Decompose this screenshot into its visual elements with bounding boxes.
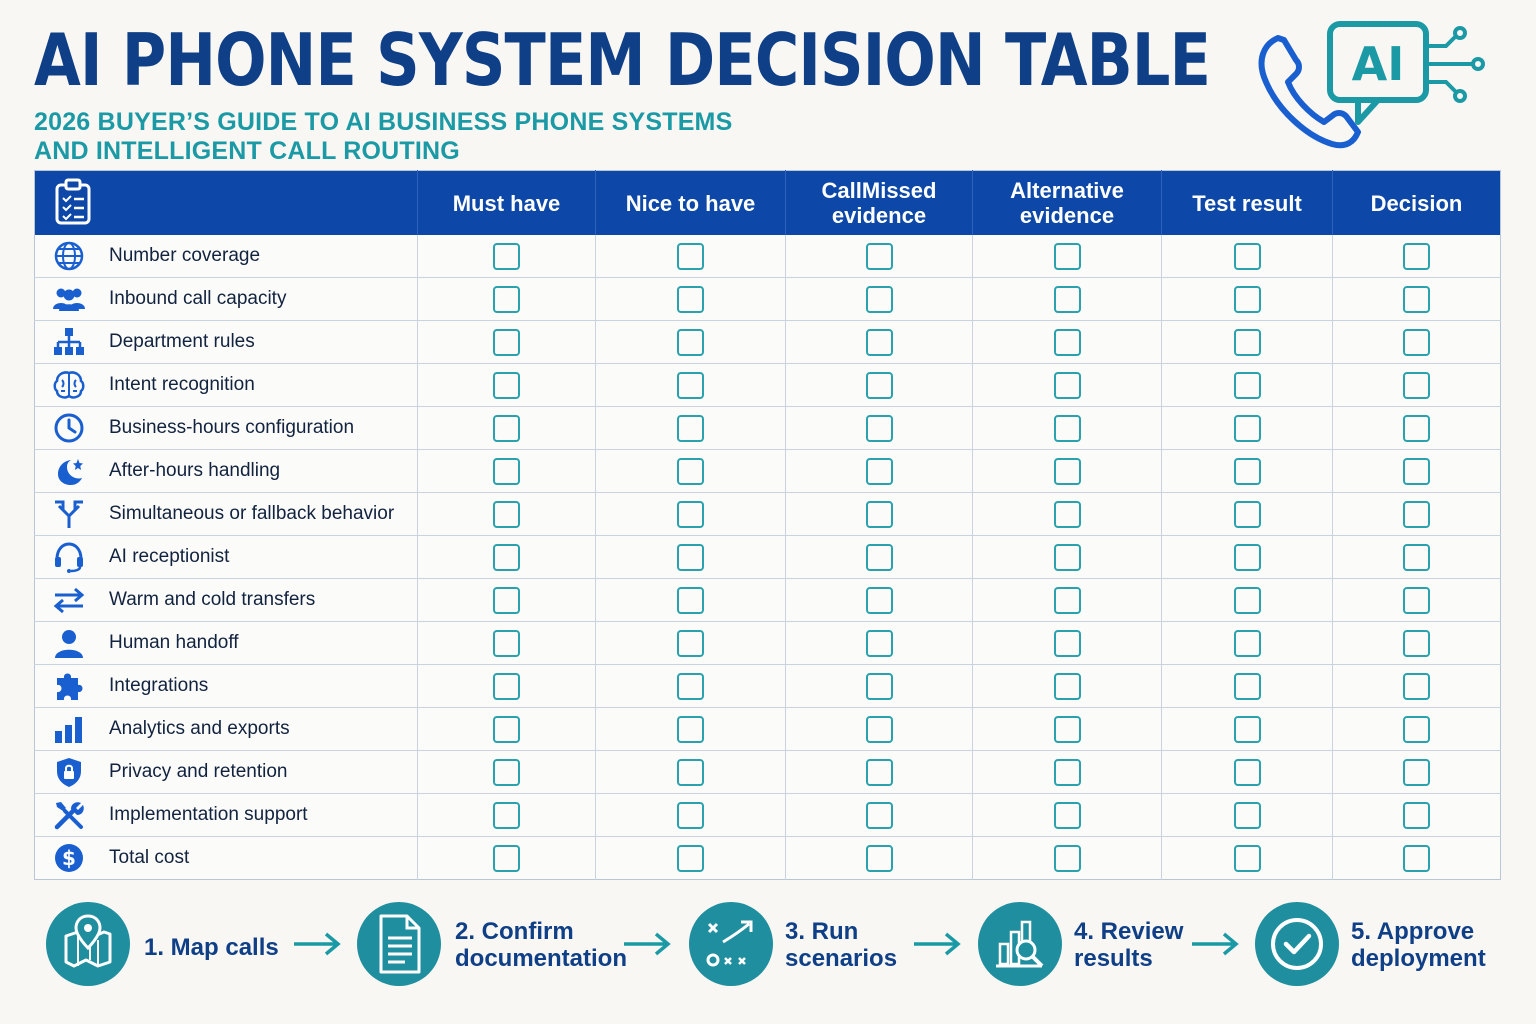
checkbox[interactable] — [677, 802, 704, 829]
checkbox-cell — [973, 235, 1162, 278]
checkbox-cell — [596, 321, 786, 364]
table-row — [35, 235, 1501, 278]
checkbox[interactable] — [1403, 501, 1430, 528]
checkbox-cell — [973, 364, 1162, 407]
checkbox[interactable] — [866, 286, 893, 313]
checkbox[interactable] — [866, 845, 893, 872]
checkbox-cell — [1162, 321, 1333, 364]
page-title: AI PHONE SYSTEM DECISION TABLE — [34, 18, 1211, 102]
arrow-right-icon — [1190, 930, 1240, 958]
checkbox[interactable] — [1054, 329, 1081, 356]
step-1-label: 1. Map calls — [144, 934, 279, 961]
checkbox[interactable] — [1403, 802, 1430, 829]
checkbox[interactable] — [677, 673, 704, 700]
checkbox-cell — [1333, 278, 1501, 321]
checkbox[interactable] — [1403, 716, 1430, 743]
checkbox-cell — [786, 407, 973, 450]
checkbox[interactable] — [677, 716, 704, 743]
checkbox-cell — [1333, 536, 1501, 579]
checkbox[interactable] — [1054, 458, 1081, 485]
checkbox-cell — [786, 278, 973, 321]
document-icon — [357, 902, 441, 986]
checkbox[interactable] — [1234, 716, 1261, 743]
table-row — [35, 622, 1501, 665]
row-label-cell — [35, 364, 418, 407]
check-circle-icon — [1255, 902, 1339, 986]
table-row — [35, 837, 1501, 880]
checkbox-cell — [418, 407, 596, 450]
checkbox-cell — [786, 364, 973, 407]
checkbox-cell — [786, 450, 973, 493]
checkbox-cell — [418, 450, 596, 493]
checkbox-cell — [1162, 407, 1333, 450]
table-row — [35, 493, 1501, 536]
person-icon — [51, 627, 87, 659]
checkbox-cell — [1162, 450, 1333, 493]
checkbox[interactable] — [493, 802, 520, 829]
page-subtitle — [34, 108, 794, 166]
checkbox-cell — [1333, 450, 1501, 493]
checkbox[interactable] — [493, 845, 520, 872]
checkbox[interactable] — [1054, 544, 1081, 571]
checkbox[interactable] — [1054, 716, 1081, 743]
checkbox-cell — [418, 235, 596, 278]
checkbox[interactable] — [493, 372, 520, 399]
checkbox-cell — [786, 751, 973, 794]
row-label-cell — [35, 407, 418, 450]
checkbox-cell — [596, 579, 786, 622]
checkbox[interactable] — [866, 716, 893, 743]
checkbox[interactable] — [493, 759, 520, 786]
logo-text: AI — [1351, 37, 1405, 91]
table-row — [35, 751, 1501, 794]
table-row — [35, 536, 1501, 579]
checkbox-cell — [1333, 751, 1501, 794]
checkbox-cell — [596, 450, 786, 493]
column-header: Alternative evidence — [973, 171, 1162, 236]
table-row — [35, 579, 1501, 622]
checkbox[interactable] — [677, 845, 704, 872]
checkbox-cell — [786, 235, 973, 278]
step-2-label: 2. Confirm documentation — [455, 918, 627, 972]
table-row — [35, 794, 1501, 837]
checkbox[interactable] — [677, 501, 704, 528]
row-label: Inbound call capacity — [109, 288, 287, 309]
checkbox[interactable] — [493, 501, 520, 528]
checkbox[interactable] — [1054, 415, 1081, 442]
checkbox[interactable] — [1054, 673, 1081, 700]
checkbox-cell — [786, 794, 973, 837]
checkbox[interactable] — [866, 630, 893, 657]
arrow-right-icon — [622, 930, 672, 958]
checkbox[interactable] — [1234, 458, 1261, 485]
row-label: Warm and cold transfers — [109, 589, 316, 610]
checkbox-cell — [1333, 837, 1501, 880]
checkbox[interactable] — [493, 329, 520, 356]
brain-icon — [51, 369, 87, 401]
table-row — [35, 407, 1501, 450]
checkbox-cell — [973, 751, 1162, 794]
row-label-cell — [35, 493, 418, 536]
checkbox[interactable] — [866, 243, 893, 270]
bar-chart-icon — [51, 713, 87, 745]
checkbox[interactable] — [866, 501, 893, 528]
checkbox-cell — [1333, 794, 1501, 837]
table-row — [35, 708, 1501, 751]
dollar-icon — [51, 842, 87, 874]
checkbox-cell — [1333, 579, 1501, 622]
clock-icon — [51, 412, 87, 444]
checkbox[interactable] — [493, 544, 520, 571]
checkbox-cell — [1162, 665, 1333, 708]
tools-icon — [51, 799, 87, 831]
checkbox[interactable] — [1403, 372, 1430, 399]
checkbox[interactable] — [1403, 329, 1430, 356]
checkbox[interactable] — [493, 243, 520, 270]
checkbox[interactable] — [677, 544, 704, 571]
checkbox-cell — [596, 364, 786, 407]
process-steps — [0, 896, 1536, 996]
checkbox[interactable] — [866, 329, 893, 356]
checkbox-cell — [1333, 321, 1501, 364]
checkbox-cell — [1162, 536, 1333, 579]
checkbox-cell — [973, 579, 1162, 622]
checkbox-cell — [973, 407, 1162, 450]
checkbox[interactable] — [1054, 501, 1081, 528]
row-label-cell — [35, 751, 418, 794]
row-label-cell — [35, 321, 418, 364]
checkbox[interactable] — [677, 759, 704, 786]
row-label-cell — [35, 622, 418, 665]
checkbox-cell — [418, 364, 596, 407]
checkbox[interactable] — [677, 415, 704, 442]
checkbox[interactable] — [1403, 587, 1430, 614]
checkbox-cell — [1162, 794, 1333, 837]
checkbox-cell — [786, 708, 973, 751]
checkbox[interactable] — [1403, 286, 1430, 313]
checkbox-cell — [973, 665, 1162, 708]
row-label-cell — [35, 665, 418, 708]
checkbox-cell — [596, 794, 786, 837]
checkbox[interactable] — [493, 587, 520, 614]
shield-lock-icon — [51, 756, 87, 788]
row-label: Implementation support — [109, 804, 308, 825]
checkbox[interactable] — [1234, 372, 1261, 399]
checkbox-cell — [1162, 278, 1333, 321]
step-4-label: 4. Review results — [1074, 918, 1184, 972]
table-row — [35, 665, 1501, 708]
header-icon-cell — [35, 171, 418, 236]
checkbox-cell — [418, 579, 596, 622]
checkbox-cell — [786, 579, 973, 622]
row-label-cell — [35, 837, 418, 880]
column-header: Test result — [1162, 171, 1333, 236]
checkbox[interactable] — [677, 630, 704, 657]
checkbox[interactable] — [1054, 630, 1081, 657]
checkbox-cell — [596, 622, 786, 665]
checkbox-cell — [1162, 837, 1333, 880]
checkbox[interactable] — [1234, 329, 1261, 356]
checkbox[interactable] — [866, 415, 893, 442]
checkbox-cell — [596, 235, 786, 278]
table-row — [35, 364, 1501, 407]
checkbox-cell — [596, 407, 786, 450]
checkbox-cell — [596, 665, 786, 708]
checkbox[interactable] — [677, 286, 704, 313]
puzzle-icon — [51, 670, 87, 702]
checkbox-cell — [973, 493, 1162, 536]
checkbox-cell — [1333, 235, 1501, 278]
checkbox[interactable] — [677, 372, 704, 399]
headset-icon — [51, 541, 87, 573]
checkbox-cell — [418, 278, 596, 321]
checkbox[interactable] — [1234, 415, 1261, 442]
subtitle-line-1: 2026 BUYER’S GUIDE TO AI BUSINESS PHONE SYSTEMS — [34, 108, 733, 136]
play-diagram-icon — [689, 902, 773, 986]
subtitle-line-2: AND INTELLIGENT CALL ROUTING — [34, 137, 460, 165]
checkbox-cell — [1162, 493, 1333, 536]
checkbox[interactable] — [1403, 458, 1430, 485]
checkbox-cell — [1162, 235, 1333, 278]
split-arrow-icon — [51, 498, 87, 530]
checkbox-cell — [596, 837, 786, 880]
checkbox[interactable] — [866, 372, 893, 399]
checkbox-cell — [1333, 493, 1501, 536]
svg-text:$: $ — [62, 846, 76, 870]
checkbox-cell — [973, 622, 1162, 665]
checkbox[interactable] — [1234, 673, 1261, 700]
checkbox[interactable] — [1403, 673, 1430, 700]
checkbox[interactable] — [1403, 759, 1430, 786]
checkbox-cell — [786, 321, 973, 364]
checkbox[interactable] — [1403, 243, 1430, 270]
row-label: Business-hours configuration — [109, 417, 355, 438]
checkbox-cell — [596, 751, 786, 794]
checkbox[interactable] — [1234, 845, 1261, 872]
checkbox-cell — [1162, 708, 1333, 751]
column-header: Nice to have — [596, 171, 786, 236]
arrow-right-icon — [292, 930, 342, 958]
checkbox-cell — [1162, 364, 1333, 407]
checkbox[interactable] — [493, 286, 520, 313]
checkbox-cell — [596, 278, 786, 321]
checkbox[interactable] — [1234, 501, 1261, 528]
checkbox[interactable] — [866, 759, 893, 786]
column-header: Must have — [418, 171, 596, 236]
checkbox[interactable] — [1054, 802, 1081, 829]
checkbox[interactable] — [1054, 286, 1081, 313]
row-label: After-hours handling — [109, 460, 281, 481]
row-label: Simultaneous or fallback behavior — [109, 503, 395, 524]
checkbox[interactable] — [1234, 544, 1261, 571]
checkbox[interactable] — [866, 802, 893, 829]
checkbox[interactable] — [1234, 802, 1261, 829]
checkbox[interactable] — [866, 587, 893, 614]
checkbox-cell — [418, 665, 596, 708]
row-label-cell — [35, 708, 418, 751]
row-label: Privacy and retention — [109, 761, 288, 782]
checkbox-cell — [973, 794, 1162, 837]
moon-icon — [51, 455, 87, 487]
checkbox[interactable] — [493, 458, 520, 485]
checkbox-cell — [973, 708, 1162, 751]
row-label-cell — [35, 536, 418, 579]
checkbox-cell — [1162, 579, 1333, 622]
checkbox[interactable] — [1403, 415, 1430, 442]
checkbox-cell — [418, 708, 596, 751]
step-5-label: 5. Approve deployment — [1351, 918, 1486, 972]
checkbox-cell — [418, 493, 596, 536]
org-chart-icon — [51, 326, 87, 358]
checkbox-cell — [786, 837, 973, 880]
checkbox-cell — [786, 493, 973, 536]
checkbox-cell — [418, 622, 596, 665]
row-label-cell — [35, 794, 418, 837]
row-label-cell — [35, 235, 418, 278]
checkbox[interactable] — [1054, 587, 1081, 614]
checkbox-cell — [596, 536, 786, 579]
checkbox[interactable] — [677, 329, 704, 356]
map-pin-icon — [46, 902, 130, 986]
checkbox-cell — [973, 450, 1162, 493]
checkbox[interactable] — [1403, 845, 1430, 872]
row-label: Total cost — [109, 847, 190, 868]
checkbox-cell — [1333, 708, 1501, 751]
checkbox[interactable] — [1054, 845, 1081, 872]
checkbox-cell — [418, 751, 596, 794]
chart-magnifier-icon — [978, 902, 1062, 986]
checkbox-cell — [973, 278, 1162, 321]
row-label: Department rules — [109, 331, 255, 352]
checkbox-cell — [418, 794, 596, 837]
checkbox[interactable] — [866, 544, 893, 571]
table-row — [35, 321, 1501, 364]
checkbox[interactable] — [866, 458, 893, 485]
table-row — [35, 278, 1501, 321]
checkbox-cell — [1333, 364, 1501, 407]
checkbox-cell — [1162, 622, 1333, 665]
checkbox-cell — [418, 536, 596, 579]
checkbox[interactable] — [1054, 243, 1081, 270]
checkbox[interactable] — [677, 243, 704, 270]
column-header: CallMissed evidence — [786, 171, 973, 236]
checkbox[interactable] — [493, 415, 520, 442]
row-label-cell — [35, 450, 418, 493]
transfer-arrows-icon — [51, 584, 87, 616]
row-label: Human handoff — [109, 632, 239, 653]
row-label: AI receptionist — [109, 546, 230, 567]
checkbox[interactable] — [1234, 630, 1261, 657]
row-label-cell — [35, 278, 418, 321]
checkbox[interactable] — [1234, 243, 1261, 270]
column-header: Decision — [1333, 171, 1501, 236]
checkbox-cell — [1333, 407, 1501, 450]
phone-ai-chip-icon — [1250, 16, 1490, 156]
users-icon — [51, 283, 87, 315]
checkbox[interactable] — [1234, 759, 1261, 786]
checkbox[interactable] — [493, 716, 520, 743]
checkbox[interactable] — [1234, 587, 1261, 614]
globe-icon — [51, 240, 87, 272]
checkbox[interactable] — [1054, 372, 1081, 399]
checkbox[interactable] — [493, 673, 520, 700]
checkbox-cell — [786, 665, 973, 708]
checkbox[interactable] — [677, 458, 704, 485]
checkbox[interactable] — [1403, 544, 1430, 571]
checkbox-cell — [418, 321, 596, 364]
checkbox-cell — [1162, 751, 1333, 794]
clipboard-checklist-icon — [53, 177, 93, 230]
checkbox-cell — [418, 837, 596, 880]
decision-table — [34, 170, 1501, 880]
table-header-row — [35, 171, 1501, 236]
checkbox-cell — [973, 837, 1162, 880]
step-3-label: 3. Run scenarios — [785, 918, 898, 972]
checkbox[interactable] — [493, 630, 520, 657]
checkbox-cell — [1333, 665, 1501, 708]
checkbox[interactable] — [866, 673, 893, 700]
checkbox[interactable] — [1403, 630, 1430, 657]
row-label: Integrations — [109, 675, 209, 696]
checkbox-cell — [596, 493, 786, 536]
checkbox-cell — [1333, 622, 1501, 665]
row-label: Analytics and exports — [109, 718, 290, 739]
table-row — [35, 450, 1501, 493]
checkbox[interactable] — [1234, 286, 1261, 313]
checkbox-cell — [786, 622, 973, 665]
checkbox-cell — [973, 536, 1162, 579]
checkbox-cell — [973, 321, 1162, 364]
arrow-right-icon — [912, 930, 962, 958]
row-label: Intent recognition — [109, 374, 255, 395]
checkbox-cell — [596, 708, 786, 751]
row-label-cell — [35, 579, 418, 622]
checkbox-cell — [786, 536, 973, 579]
row-label: Number coverage — [109, 245, 261, 266]
table-body — [35, 235, 1501, 880]
checkbox[interactable] — [677, 587, 704, 614]
checkbox[interactable] — [1054, 759, 1081, 786]
